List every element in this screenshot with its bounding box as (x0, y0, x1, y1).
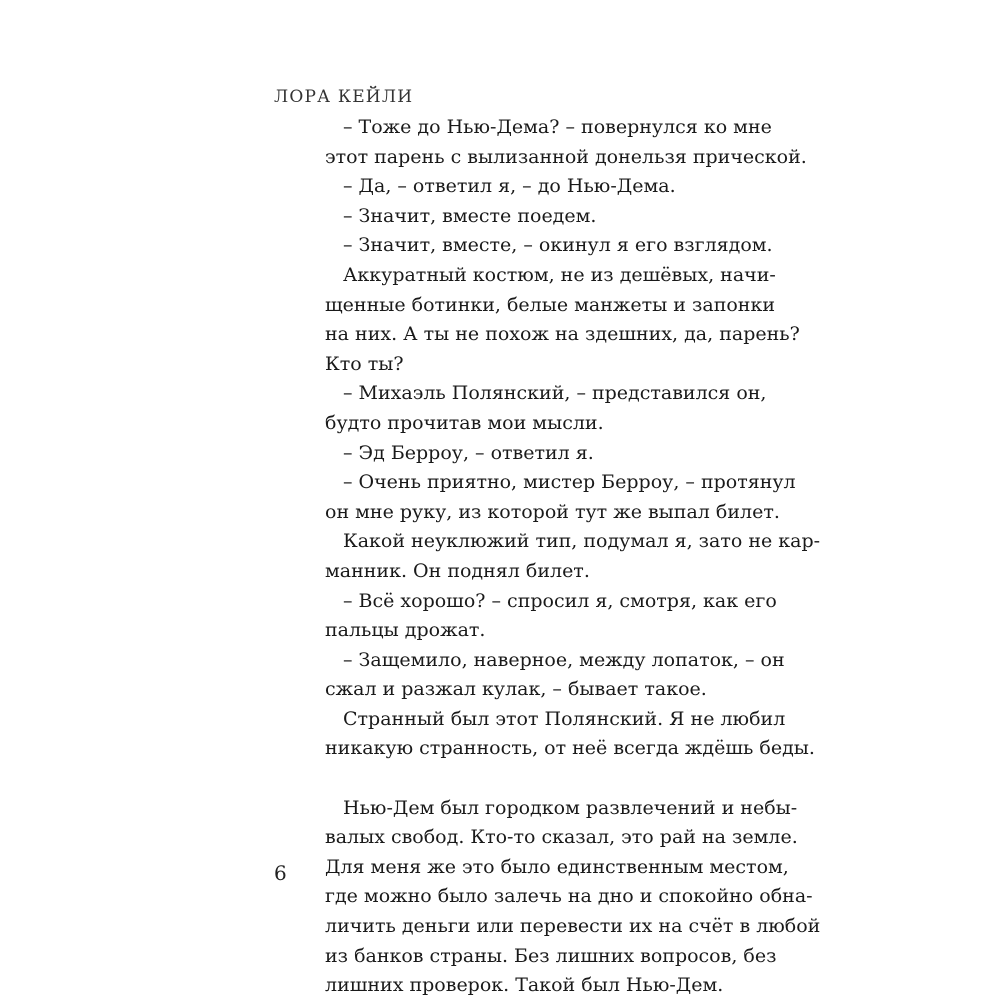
page-number: 6 (274, 861, 287, 885)
text-line: – Да, – ответил я, – до Нью-Дема. (343, 175, 676, 198)
body-text (325, 113, 821, 1001)
text-line: Нью-Дем был городком развлечений и небы- (343, 796, 798, 819)
text-line: – Всё хорошо? – спросил я, смотря, как его (343, 589, 777, 612)
text-line: – Значит, вместе, – окинул я его взглядом. (343, 234, 773, 257)
text-line: – Михаэль Полянский, – представился он, (343, 382, 767, 405)
text-line: – Тоже до Нью-Дема? – повернулся ко мне (343, 116, 772, 138)
text-line: – Очень приятно, мистер Берроу, – протянул (343, 471, 796, 494)
text-line: – Значит, вместе поедем. (343, 204, 597, 227)
text-line: этот парень с вылизанной донельзя прической. (325, 145, 807, 168)
text-line: личить деньги или перевести их на счёт в любой (325, 915, 821, 938)
text-line: – Эд Берроу, – ответил я. (343, 441, 594, 464)
text-line: валых свобод. Кто-то сказал, это рай на земле. (325, 826, 798, 849)
text-line: Аккуратный костюм, не из дешёвых, начи- (343, 263, 776, 286)
text-line: – Защемило, наверное, между лопаток, – он (343, 648, 785, 671)
text-line: сжал и разжал кулак, – бывает такое. (325, 678, 707, 701)
text-line: никакую странность, от неё всегда ждёшь беды. (325, 737, 815, 760)
text-line: где можно было залечь на дно и спокойно обна- (325, 885, 813, 908)
text-line: он мне руку, из которой тут же выпал билет. (325, 500, 780, 523)
text-line: будто прочитав мои мысли. (325, 411, 604, 434)
text-line: из банков страны. Без лишних вопросов, без (325, 944, 777, 967)
text-line: Странный был этот Полянский. Я не любил (343, 707, 786, 730)
text-line: Кто ты? (325, 352, 404, 375)
text-line: пальцы дрожат. (325, 619, 486, 642)
running-head: ЛОРА КЕЙЛИ (274, 87, 414, 107)
text-line: на них. А ты не похож на здешних, да, парень? (325, 323, 800, 346)
text-line: лишних проверок. Такой был Нью-Дем. (325, 974, 724, 997)
section-break (325, 764, 740, 794)
text-line: щенные ботинки, белые манжеты и запонки (325, 293, 775, 316)
text-line: Какой неуклюжий тип, подумал я, зато не кар- (343, 530, 821, 553)
text-line: Для меня же это было единственным местом, (325, 855, 789, 878)
text-line: манник. Он поднял билет. (325, 559, 590, 582)
